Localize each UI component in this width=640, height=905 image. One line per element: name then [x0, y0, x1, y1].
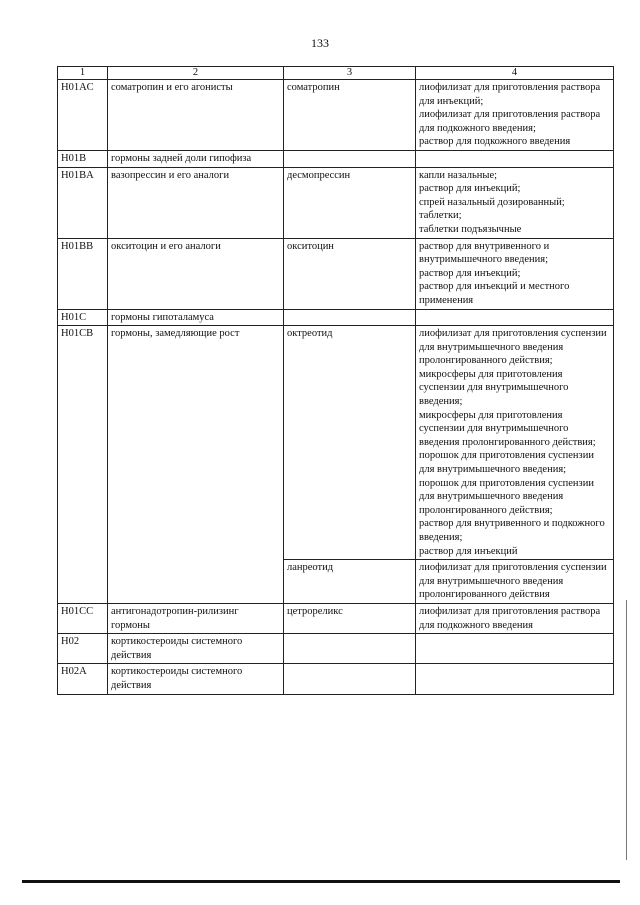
table-row — [58, 309, 614, 326]
cell-form — [416, 150, 614, 167]
cell-form: лиофилизат для приготовления суспензии для внутримышечного введения пролонгированного действия — [416, 560, 614, 604]
cell-drug: окситоцин — [284, 238, 416, 309]
page-bottom-rule — [22, 880, 620, 883]
table-row — [58, 603, 614, 633]
cell-code: H01C — [58, 309, 108, 326]
page-number: 133 — [311, 36, 329, 50]
table-row — [58, 326, 614, 560]
table-row — [58, 167, 614, 238]
cell-form: лиофилизат для приготовления суспензии для внутримышечного введения пролонгированного действия; микросферы для приготовления суспензии для внутримышечного введения; микросферы для приготовления суспензии для внутримышечного введения пролонгированного действия; порошок для приготовления суспензии для внутримышечного введения; порошок для приготовления суспензии для внутримышечного введения пролонгированного действия; раствор для внутривенного и подкожного введения; раствор для инъекций — [416, 326, 614, 560]
cell-group: гормоны задней доли гипофиза — [108, 150, 284, 167]
table-row — [58, 150, 614, 167]
table-row — [58, 80, 614, 151]
cell-drug: октреотид — [284, 326, 416, 560]
cell-code: H01AC — [58, 80, 108, 151]
cell-group: окситоцин и его аналоги — [108, 238, 284, 309]
cell-code: H01CB — [58, 326, 108, 604]
scan-edge-line — [626, 600, 627, 860]
cell-form — [416, 309, 614, 326]
cell-form: раствор для внутривенного и внутримышечного введения; раствор для инъекций; раствор для инъекций и местного применения — [416, 238, 614, 309]
column-header: 4 — [416, 67, 614, 80]
table-row — [58, 238, 614, 309]
column-header: 2 — [108, 67, 284, 80]
cell-code: H01BA — [58, 167, 108, 238]
cell-drug: ланреотид — [284, 560, 416, 604]
table-row — [58, 634, 614, 664]
cell-drug: десмопрессин — [284, 167, 416, 238]
drug-table — [57, 66, 614, 695]
table-row — [58, 664, 614, 694]
cell-group: гормоны гипоталамуса — [108, 309, 284, 326]
cell-code: H01CC — [58, 603, 108, 633]
cell-form — [416, 634, 614, 664]
cell-drug — [284, 664, 416, 694]
cell-group: соматропин и его агонисты — [108, 80, 284, 151]
cell-drug: цетрореликс — [284, 603, 416, 633]
column-header: 3 — [284, 67, 416, 80]
table-header-row — [58, 67, 614, 80]
cell-drug — [284, 309, 416, 326]
cell-drug — [284, 634, 416, 664]
cell-group: кортикостероиды системного действия — [108, 664, 284, 694]
column-header: 1 — [58, 67, 108, 80]
cell-group: гормоны, замедляющие рост — [108, 326, 284, 604]
cell-drug: соматропин — [284, 80, 416, 151]
cell-group: кортикостероиды системного действия — [108, 634, 284, 664]
cell-group: антигонадотропин-рилизинг гормоны — [108, 603, 284, 633]
cell-group: вазопрессин и его аналоги — [108, 167, 284, 238]
cell-form: лиофилизат для приготовления раствора для подкожного введения — [416, 603, 614, 633]
cell-form: капли назальные; раствор для инъекций; спрей назальный дозированный; таблетки; таблетки подъязычные — [416, 167, 614, 238]
cell-form — [416, 664, 614, 694]
cell-code: H02 — [58, 634, 108, 664]
cell-form: лиофилизат для приготовления раствора для инъекций; лиофилизат для приготовления раствора для подкожного введения; раствор для подкожного введения — [416, 80, 614, 151]
cell-code: H01BB — [58, 238, 108, 309]
cell-drug — [284, 150, 416, 167]
cell-code: H02A — [58, 664, 108, 694]
cell-code: H01B — [58, 150, 108, 167]
